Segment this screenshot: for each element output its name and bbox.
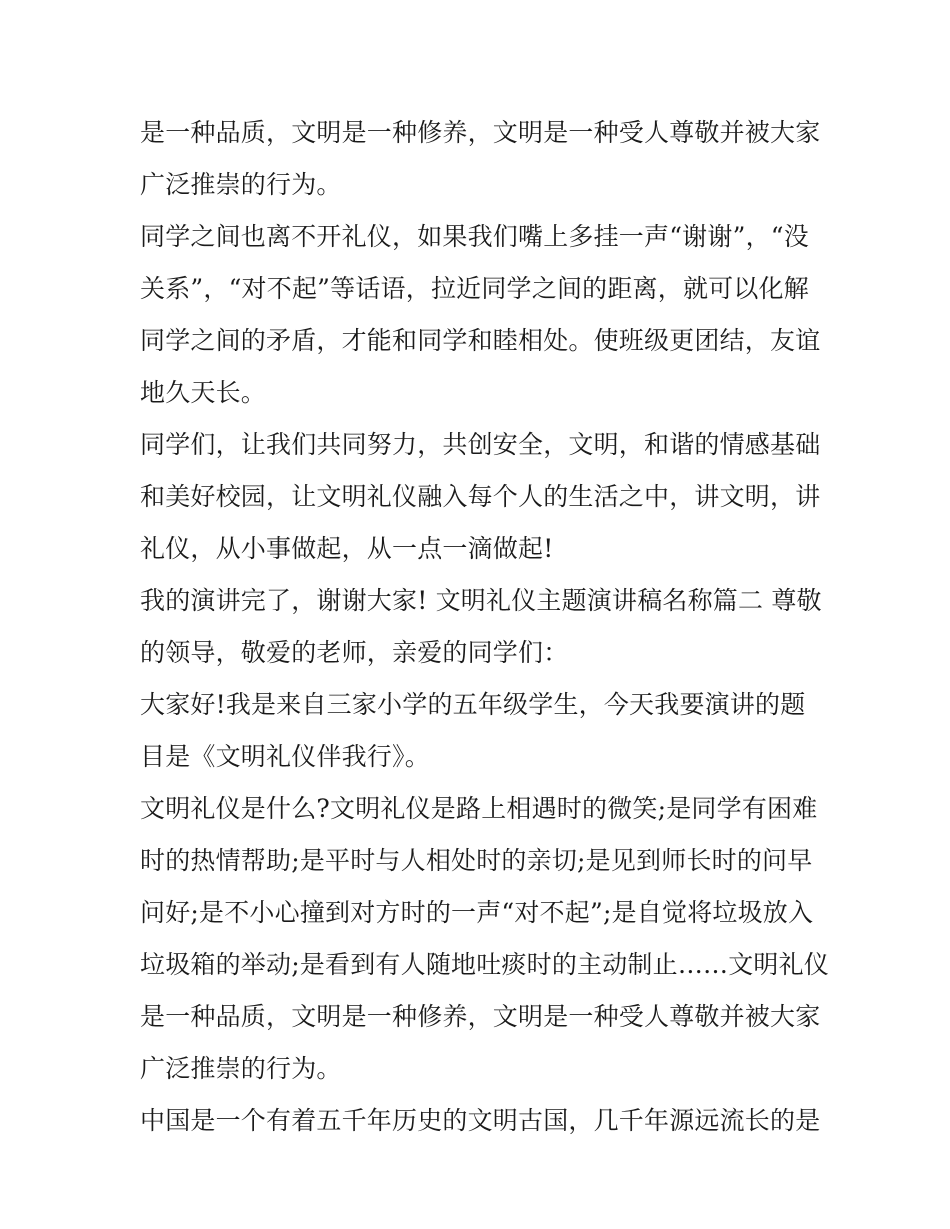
text-line: 中国是一个有着五千年历史的文明古国，几千年源远流长的是 — [140, 1106, 821, 1135]
text-line: 同学之间也离不开礼仪，如果我们嘴上多挂一声“谢谢”，“没 — [140, 222, 809, 251]
text-line: 是一种品质，文明是一种修养，文明是一种受人尊敬并被大家 — [140, 1002, 821, 1031]
text-line: 关系”，“对不起”等话语，拉近同学之间的距离，就可以化解 — [140, 274, 809, 303]
text-line: 广泛推崇的行为。 — [140, 1054, 342, 1083]
text-line: 垃圾箱的举动;是看到有人随地吐痰时的主动制止……文明礼仪 — [140, 950, 830, 979]
text-line: 的领导，敬爱的老师，亲爱的同学们： — [140, 638, 569, 667]
text-line: 时的热情帮助;是平时与人相处时的亲切;是见到师长时的问早 — [140, 846, 813, 875]
text-line: 是一种品质，文明是一种修养，文明是一种受人尊敬并被大家 — [140, 118, 821, 147]
text-line: 文明礼仪是什么?文明礼仪是路上相遇时的微笑;是同学有困难 — [140, 794, 818, 823]
document-body — [140, 107, 830, 1147]
text-line: 大家好!我是来自三家小学的五年级学生，今天我要演讲的题 — [140, 690, 806, 719]
text-line: 礼仪，从小事做起，从一点一滴做起! — [140, 534, 554, 563]
text-line: 同学们，让我们共同努力，共创安全，文明，和谐的情感基础 — [140, 430, 821, 459]
text-line: 地久天长。 — [140, 378, 267, 407]
text-line: 我的演讲完了，谢谢大家! 文明礼仪主题演讲稿名称篇二 尊敬 — [140, 586, 822, 615]
text-line: 广泛推崇的行为。 — [140, 170, 342, 199]
text-line: 目是《文明礼仪伴我行》。 — [140, 742, 430, 771]
text-line: 同学之间的矛盾，才能和同学和睦相处。使班级更团结，友谊 — [140, 326, 821, 355]
text-line: 问好;是不小心撞到对方时的一声“对不起”;是自觉将垃圾放入 — [140, 898, 814, 927]
text-line: 和美好校园，让文明礼仪融入每个人的生活之中，讲文明，讲 — [140, 482, 821, 511]
